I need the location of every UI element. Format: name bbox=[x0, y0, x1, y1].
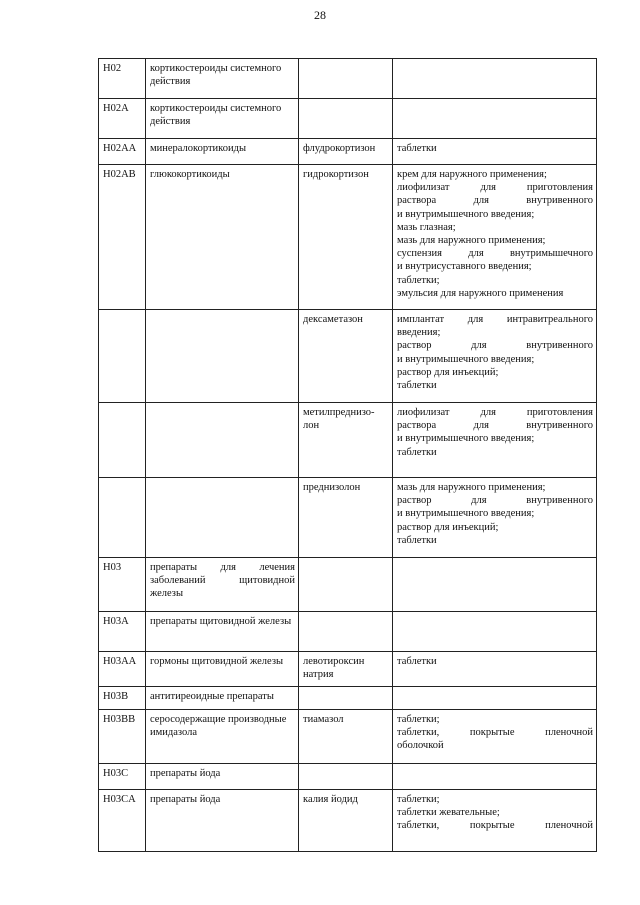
dosage-form-line: раствор для инъекций; bbox=[397, 366, 499, 378]
drug-name-cell bbox=[299, 612, 393, 652]
table-row bbox=[99, 310, 597, 403]
dosage-form-line: таблетки, покрытые пленочной bbox=[397, 820, 593, 832]
anatomical-group-cell bbox=[146, 403, 299, 478]
anatomical-group-cell: серосодержащие производные имидазола bbox=[146, 709, 299, 763]
atc-code-cell bbox=[99, 403, 146, 478]
dosage-form-line: таблетки; bbox=[397, 713, 440, 725]
dosage-forms-cell bbox=[393, 478, 597, 558]
table-row bbox=[99, 139, 597, 165]
anatomical-group-cell: препараты йода bbox=[146, 763, 299, 789]
anatomical-group-cell: препараты щитовидной железы bbox=[146, 612, 299, 652]
atc-code-cell: H02 bbox=[99, 59, 146, 99]
table-row bbox=[99, 687, 597, 709]
table-row bbox=[99, 558, 597, 612]
table-row bbox=[99, 709, 597, 763]
anatomical-group-cell: кортикостероиды системного действия bbox=[146, 99, 299, 139]
dosage-forms-cell bbox=[393, 652, 597, 687]
dosage-form-line: раствор для инъекций; bbox=[397, 521, 499, 533]
anatomical-group-cell: глюкокортикоиды bbox=[146, 165, 299, 310]
anatomical-group-cell: препараты йода bbox=[146, 789, 299, 851]
anatomical-group-cell bbox=[146, 478, 299, 558]
dosage-form-line: таблетки bbox=[397, 143, 437, 154]
dosage-form-line: и внутримышечного введения; bbox=[397, 353, 535, 365]
drug-name-cell: преднизолон bbox=[299, 478, 393, 558]
dosage-forms-cell bbox=[393, 709, 597, 763]
table-body bbox=[99, 59, 597, 852]
drug-name-cell bbox=[299, 558, 393, 612]
dosage-form-line: и внутримышечного введения; bbox=[397, 508, 535, 520]
dosage-forms-cell bbox=[393, 59, 597, 99]
drug-name-cell: гидрокортизон bbox=[299, 165, 393, 310]
dosage-form-line: введения; bbox=[397, 327, 441, 339]
drug-name-cell: тиамазол bbox=[299, 709, 393, 763]
atc-code-cell: H03B bbox=[99, 687, 146, 709]
dosage-form-line: раствора для внутривенного bbox=[397, 420, 593, 432]
drug-name-cell: левотироксин натрия bbox=[299, 652, 393, 687]
dosage-forms-cell bbox=[393, 403, 597, 478]
drug-name-cell: флудрокортизон bbox=[299, 139, 393, 165]
atc-code-cell: H03A bbox=[99, 612, 146, 652]
dosage-forms-cell bbox=[393, 612, 597, 652]
page-number: 28 bbox=[314, 8, 326, 22]
dosage-form-line: мазь для наружного применения; bbox=[397, 482, 546, 493]
dosage-form-line: и внутримышечного введения; bbox=[397, 208, 535, 220]
dosage-form-line: оболочкой bbox=[397, 740, 444, 752]
table-row bbox=[99, 789, 597, 851]
table-row bbox=[99, 763, 597, 789]
dosage-form-line: лиофилизат для приготовления bbox=[397, 182, 593, 194]
table-row bbox=[99, 59, 597, 99]
dosage-form-line: таблетки bbox=[397, 446, 437, 458]
dosage-form-line: таблетки bbox=[397, 380, 437, 392]
atc-code-cell: H03C bbox=[99, 763, 146, 789]
dosage-forms-cell bbox=[393, 558, 597, 612]
dosage-forms-cell bbox=[393, 687, 597, 709]
atc-code-cell: H03CA bbox=[99, 789, 146, 851]
dosage-forms-cell bbox=[393, 165, 597, 310]
atc-code-cell: H03 bbox=[99, 558, 146, 612]
dosage-form-line: раствор для внутривенного bbox=[397, 495, 593, 507]
drug-name-cell bbox=[299, 99, 393, 139]
dosage-form-line: мазь для наружного применения; bbox=[397, 235, 546, 247]
anatomical-group-cell: минералокортикоиды bbox=[146, 139, 299, 165]
atc-code-cell bbox=[99, 310, 146, 403]
dosage-form-line: крем для наружного применения; bbox=[397, 169, 547, 180]
dosage-form-line: лиофилизат для приготовления bbox=[397, 407, 593, 418]
table-row bbox=[99, 165, 597, 310]
dosage-form-line: таблетки жевательные; bbox=[397, 806, 500, 818]
dosage-forms-cell bbox=[393, 763, 597, 789]
drug-name-cell bbox=[299, 687, 393, 709]
dosage-forms-cell bbox=[393, 310, 597, 403]
anatomical-group-cell: антитиреоидные препараты bbox=[146, 687, 299, 709]
dosage-form-line: эмульсия для наружного применения bbox=[397, 287, 564, 299]
dosage-form-line: имплантат для интравитреального bbox=[397, 314, 593, 325]
dosage-form-line: таблетки; bbox=[397, 793, 440, 805]
table-row bbox=[99, 652, 597, 687]
atc-code-cell: H03BB bbox=[99, 709, 146, 763]
table-row bbox=[99, 99, 597, 139]
atc-code-cell: H03AA bbox=[99, 652, 146, 687]
dosage-form-line: раствор для внутривенного bbox=[397, 340, 593, 352]
drug-name-cell bbox=[299, 763, 393, 789]
drug-name-cell: калия йодид bbox=[299, 789, 393, 851]
dosage-forms-cell bbox=[393, 139, 597, 165]
table-row bbox=[99, 403, 597, 478]
dosage-form-line: таблетки bbox=[397, 534, 437, 546]
dosage-form-line: таблетки, покрытые пленочной bbox=[397, 726, 593, 738]
anatomical-group-cell: препараты для лечения заболеваний щитовидной железы bbox=[146, 558, 299, 612]
anatomical-group-cell: гормоны щитовидной железы bbox=[146, 652, 299, 687]
dosage-form-line: таблетки; bbox=[397, 274, 440, 286]
dosage-forms-cell bbox=[393, 99, 597, 139]
drug-name-cell: метилпреднизо-лон bbox=[299, 403, 393, 478]
dosage-form-line: мазь глазная; bbox=[397, 221, 456, 233]
drug-name-cell bbox=[299, 59, 393, 99]
atc-code-cell: H02AA bbox=[99, 139, 146, 165]
anatomical-group-cell bbox=[146, 310, 299, 403]
drug-table bbox=[98, 58, 597, 852]
dosage-form-line: таблетки bbox=[397, 656, 437, 667]
atc-code-cell: H02AB bbox=[99, 165, 146, 310]
atc-code-cell bbox=[99, 478, 146, 558]
dosage-form-line: и внутримышечного введения; bbox=[397, 433, 535, 445]
table-row bbox=[99, 478, 597, 558]
dosage-form-line: и внутрисуставного введения; bbox=[397, 261, 532, 273]
anatomical-group-cell: кортикостероиды системного действия bbox=[146, 59, 299, 99]
drug-name-cell: дексаметазон bbox=[299, 310, 393, 403]
dosage-form-line: суспензия для внутримышечного bbox=[397, 248, 593, 260]
atc-code-cell: H02A bbox=[99, 99, 146, 139]
table-row bbox=[99, 612, 597, 652]
dosage-forms-cell bbox=[393, 789, 597, 851]
dosage-form-line: раствора для внутривенного bbox=[397, 195, 593, 207]
